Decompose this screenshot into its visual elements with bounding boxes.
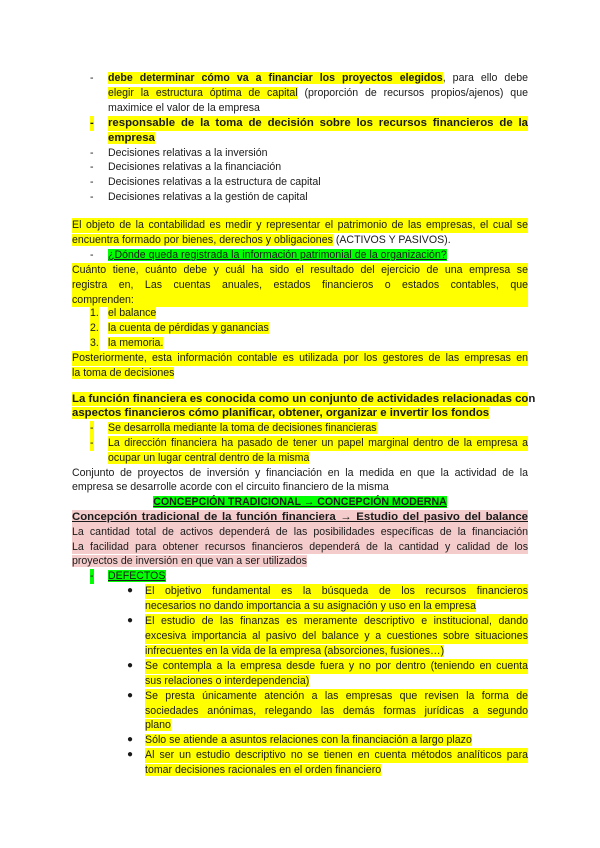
section-financial-director [72, 71, 528, 205]
dot-bullet: ● [127, 659, 134, 671]
defect-item: ● El estudio de las finanzas es meramente descriptivo e institucional, dando excesiva importancia al pasivo del balance y a cuestiones sobre situaciones infrecuentes en la vida de la empresa (absorciones, fusiones…) [127, 615, 528, 657]
dot-bullet: ● [127, 615, 134, 627]
section-financial-function: La función financiera es conocida como un conjunto de actividades relacionadas con aspectos financieros cómo planificar, obtener, organizar e invertir los fondos - Se desarrolla mediante la toma de decisiones financieras - La dirección financiera ha pasado de tener un papel marginal dentro de la empresa a ocupar un lugar central dentro de la misma Conjunto de proyectos de inversión y financiación en la medida en que la actividad de la empresa se desarrolle acorde con el circuito financiero de la misma CONCEPCIÓN TRADICIONAL → CONCEPCIÓN MODERNA Concepción tradicional de la función financiera → Estudio del pasivo del balance La cantidad total de activos dependerá de las posibilidades específicas de la financiación La facilidad para obtener recursos financieros dependerá de la cantidad y calidad de los proyectos de inversión en que van a ser utilizados - DEFECTOS ● El objetivo fundamental es la búsqueda de los recursos financieros necesarios no dando importancia a su asignación y uso en la empresa ● El estudio de las finanzas es meramente descriptivo e institucional, dando excesiva importancia al pasivo del balance y a cuestiones sobre situaciones infrecuentes en la vida de la empresa (absorciones, fusiones…) ● Se contempla a la empresa desde fuera y no por dentro (teniendo en cuenta sus relaciones o interdependencia) ● Se presta únicamente atención a las empresas que revisen la forma de sociedades anónimas, relegando las demás formas jurídicas a segundo plano ● Sólo se atiende a asuntos relaciones con la financiación a largo plazo ● Al ser un estudio descriptivo no se tienen en cuenta métodos analíticos para tomar decisiones racionales en el orden financiero [72, 393, 536, 777]
list-item: - Decisiones relativas a la estructura de capital [90, 176, 321, 189]
concepcion-header: CONCEPCIÓN TRADICIONAL → CONCEPCIÓN MODERNA [153, 496, 447, 509]
list-item: - responsable de la toma de decisión sobre los recursos financieros de la empresa [90, 116, 528, 144]
dot-bullet: ● [127, 749, 134, 761]
numbered-item: 1. el balance [90, 307, 157, 320]
list-item: - Decisiones relativas a la inversión [90, 146, 268, 159]
defect-item: ● El objetivo fundamental es la búsqueda de los recursos financieros necesarios no dando importancia a su asignación y uso en la empresa [127, 585, 528, 613]
dot-bullet: ● [127, 734, 134, 746]
traditional-heading: Concepción tradicional de la función financiera → Estudio del pasivo del balance [72, 511, 528, 524]
list-item: - La dirección financiera ha pasado de tener un papel marginal dentro de la empresa a ocupar un lugar central dentro de la misma [90, 436, 528, 464]
numbered-item: 2. la cuenta de pérdidas y ganancias [90, 322, 269, 335]
question-item: - ¿Dónde queda registrada la información patrimonial de la organización? [90, 248, 447, 261]
defect-item: ● Al ser un estudio descriptivo no se tienen en cuenta métodos analíticos para tomar decisiones racionales en el orden financiero [127, 749, 528, 777]
defect-item: ● Sólo se atiende a asuntos relaciones con la financiación a largo plazo [127, 734, 472, 747]
question-text: ¿Dónde queda registrada la información patrimonial de la organización? [108, 248, 447, 261]
section-heading: La función financiera es conocida como un conjunto de actividades relacionadas con [72, 393, 536, 405]
defectos-label-item: - DEFECTOS [90, 570, 166, 583]
numbered-item: 3. la memoria. [90, 337, 164, 350]
dot-bullet: ● [127, 585, 134, 597]
dash-bullet: - [90, 116, 94, 129]
defectos-label: DEFECTOS [108, 570, 166, 583]
list-item: - Decisiones relativas a la gestión de capital [90, 191, 308, 204]
list-item: - Se desarrolla mediante la toma de decisiones financieras [90, 421, 377, 434]
section-accounting-object: El objeto de la contabilidad es medir y representar el patrimonio de las empresas, el cual se encuentra formado por bienes, derechos y obligaciones (ACTIVOS Y PASIVOS). - ¿Dónde queda registrada la información patrimonial de la organización? Cuánto tiene, cuánto debe y cuál ha sido el resultado del ejercicio de una empresa se registra en, Las cuentas anuales, estados financieros o estados contables, que comprenden: 1. el balance 2. la cuenta de pérdidas y ganancias 3. la memoria. Posteriormente, esta información contable es utilizada por los gestores de las empresas en la toma de decisiones [72, 219, 528, 380]
paragraph-line: El objeto de la contabilidad es medir y representar el patrimonio de las empresas, el cual se [72, 219, 528, 231]
financing-decision-bold: debe determinar cómo va a financiar los proyectos elegidos [108, 72, 443, 84]
dot-bullet: ● [127, 689, 134, 701]
defect-item: ● Se contempla a la empresa desde fuera y no por dentro (teniendo en cuenta sus relaciones o interdependencia) [127, 659, 528, 687]
dash-bullet: - [90, 72, 94, 84]
defect-item: ● Se presta únicamente atención a las empresas que revisen la forma de sociedades anónimas, relegando las demás formas jurídicas a segundo plano [127, 689, 528, 732]
list-item: - Decisiones relativas a la financiación [90, 161, 282, 174]
list-item: - debe determinar cómo va a financiar los proyectos elegidos, para ello debe elegir la estructura óptima de capital (proporción de recursos propios/ajenos) que maximice el valor de la empresa [90, 72, 528, 114]
